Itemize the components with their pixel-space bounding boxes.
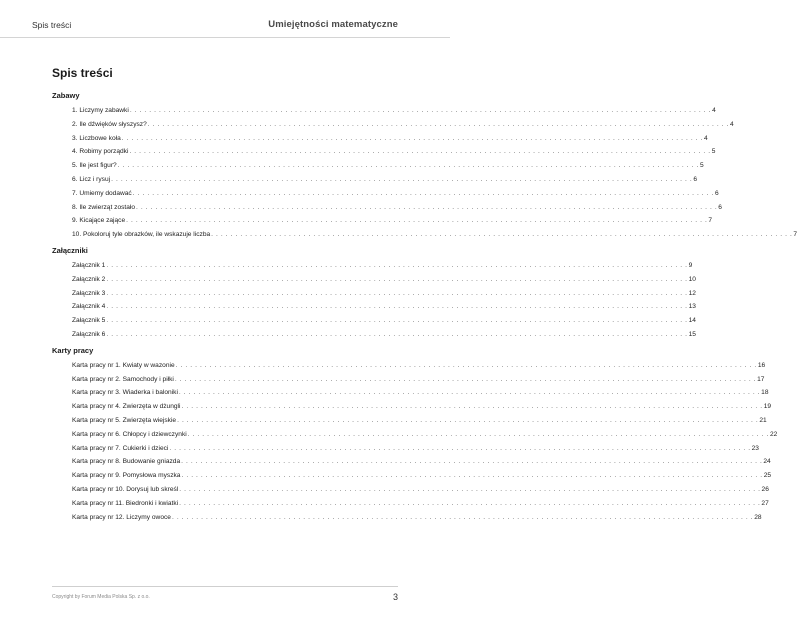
toc-entry-label: 8. Ile zwierząt zostało	[72, 203, 136, 211]
toc-entry-label: Załącznik 4	[72, 303, 106, 311]
toc-entry-page: 10	[688, 275, 696, 283]
toc-entry[interactable]	[52, 314, 696, 328]
toc-entry-page: 23	[751, 444, 759, 452]
toc-entry[interactable]	[52, 483, 769, 497]
toc-entry-label: 2. Ile dźwięków słyszysz?	[72, 120, 147, 128]
toc-entry-page: 5	[699, 162, 704, 170]
toc-entry-label: 9. Kicające zające	[72, 217, 126, 225]
toc-entry[interactable]	[52, 273, 696, 287]
toc-content	[52, 66, 797, 527]
toc-entry-page: 4	[704, 134, 708, 142]
toc-entry[interactable]	[52, 359, 766, 373]
toc-dot-leader: . . . . . . . . . . . . . . . . . . . . . . . . . . . . . . . . . . . . . . . . . . . . . . . . . . . . . . . . . . . . . . . . . . . . . . . . . . . . . . . . . . . . . . . . . . . . . . . . . . . . . . . . . . . . . . . . . . . . . . . .	[177, 416, 759, 424]
toc-section-heading: Załączniki	[52, 245, 88, 255]
toc-entry-label: Karta pracy nr 8. Budowanie gniazda	[72, 458, 181, 466]
toc-entry-page: 19	[763, 403, 772, 411]
toc-dot-leader: . . . . . . . . . . . . . . . . . . . . . . . . . . . . . . . . . . . . . . . . . . . . . . . . . . . . . . . . . . . . . . . . . . . . . . . . . . . . . . . . . . . . . . . . . . . . . . . . . . . . . . . . . . . . . . . . . . . . . . . .	[106, 317, 688, 325]
toc-entry-label: 10. Pokoloruj tyle obrazków, ile wskazuje liczba	[72, 231, 211, 239]
toc-entry-page: 22	[769, 430, 778, 438]
toc-entry[interactable]	[52, 497, 769, 511]
toc-dot-leader: . . . . . . . . . . . . . . . . . . . . . . . . . . . . . . . . . . . . . . . . . . . . . . . . . . . . . . . . . . . . . . . . . . . . . . . . . . . . . . . . . . . . . . . . . . . . . . . . . . . . . . . . . . . . . . . . . . . . . . . .	[129, 107, 712, 114]
toc-entry-page: 6	[718, 203, 722, 211]
toc-entry[interactable]	[52, 201, 722, 215]
toc-entry[interactable]	[52, 132, 708, 146]
toc-entry-label: Karta pracy nr 3. Wiaderka i baloniki	[72, 389, 178, 397]
toc-entry[interactable]	[52, 187, 719, 201]
toc-section-heading: Karty pracy	[52, 345, 94, 355]
toc-entry-page: 17	[757, 375, 765, 383]
toc-dot-leader: . . . . . . . . . . . . . . . . . . . . . . . . . . . . . . . . . . . . . . . . . . . . . . . . . . . . . . . . . . . . . . . . . . . . . . . . . . . . . . . . . . . . . . . . . . . . . . . . . . . . . . . . . . . . . . . . . . . . . . . .	[106, 261, 688, 269]
toc-entry-label: Karta pracy nr 9. Pomysłowa myszka	[72, 472, 181, 480]
page-header	[0, 0, 450, 38]
toc-entry-page: 15	[688, 330, 696, 338]
toc-entry[interactable]	[52, 455, 771, 469]
toc-entry-page: 24	[763, 458, 771, 466]
toc-entry-page: 14	[688, 317, 696, 325]
toc-dot-leader: . . . . . . . . . . . . . . . . . . . . . . . . . . . . . . . . . . . . . . . . . . . . . . . . . . . . . . . . . . . . . . . . . . . . . . . . . . . . . . . . . . . . . . . . . . . . . . . . . . . . . . . . . . . . . . . . . . . . . . . .	[181, 458, 763, 466]
toc-entry-page: 7	[793, 231, 797, 239]
toc-entry-page: 4	[712, 107, 716, 114]
toc-dot-leader: . . . . . . . . . . . . . . . . . . . . . . . . . . . . . . . . . . . . . . . . . . . . . . . . . . . . . . . . . . . . . . . . . . . . . . . . . . . . . . . . . . . . . . . . . . . . . . . . . . . . . . . . . . . . . . . . . . . . . . . .	[129, 148, 711, 156]
toc-entry-label: Karta pracy nr 10. Dorysuj lub skreśl	[72, 485, 179, 493]
toc-entry-page: 26	[761, 485, 769, 493]
toc-dot-leader: . . . . . . . . . . . . . . . . . . . . . . . . . . . . . . . . . . . . . . . . . . . . . . . . . . . . . . . . . . . . . . . . . . . . . . . . . . . . . . . . . . . . . . . . . . . . . . . . . . . . . . . . . . . . . . . . . . . . . . . .	[147, 120, 730, 128]
toc-entry-label: Karta pracy nr 11. Biedronki i kwiatki	[72, 499, 179, 507]
footer-page-number: 3	[392, 592, 398, 602]
toc-entry[interactable]	[52, 173, 698, 187]
toc-entry[interactable]	[52, 118, 734, 132]
toc-entry-label: Karta pracy nr 4. Zwierzęta w dżungli	[72, 403, 181, 411]
toc-entry-page: 12	[688, 289, 696, 297]
toc-dot-leader: . . . . . . . . . . . . . . . . . . . . . . . . . . . . . . . . . . . . . . . . . . . . . . . . . . . . . . . . . . . . . . . . . . . . . . . . . . . . . . . . . . . . . . . . . . . . . . . . . . . . . . . . . . . . . . . . . . . . . . . .	[178, 389, 761, 397]
toc-dot-leader: . . . . . . . . . . . . . . . . . . . . . . . . . . . . . . . . . . . . . . . . . . . . . . . . . . . . . . . . . . . . . . . . . . . . . . . . . . . . . . . . . . . . . . . . . . . . . . . . . . . . . . . . . . . . . . . . . . . . . . . .	[132, 189, 714, 197]
toc-dot-leader: . . . . . . . . . . . . . . . . . . . . . . . . . . . . . . . . . . . . . . . . . . . . . . . . . . . . . . . . . . . . . . . . . . . . . . . . . . . . . . . . . . . . . . . . . . . . . . . . . . . . . . . . . . . . . . . . . . . . . . . .	[106, 303, 688, 311]
toc-entry-page: 27	[761, 499, 769, 507]
toc-entry-page: 6	[693, 175, 698, 183]
footer-copyright: Copyright by Forum Media Polska Sp. z o.o.	[52, 594, 150, 600]
toc-dot-leader: . . . . . . . . . . . . . . . . . . . . . . . . . . . . . . . . . . . . . . . . . . . . . . . . . . . . . . . . . . . . . . . . . . . . . . . . . . . . . . . . . . . . . . . . . . . . . . . . . . . . . . . . . . . . . . . . . . . . . . . .	[121, 134, 703, 142]
toc-entry[interactable]	[52, 287, 696, 301]
toc-entry-page: 21	[759, 416, 767, 424]
toc-entry-label: 3. Liczbowe koła	[72, 134, 121, 142]
toc-entry-page: 13	[688, 303, 696, 311]
toc-entry-page: 18	[761, 389, 769, 397]
toc-dot-leader: . . . . . . . . . . . . . . . . . . . . . . . . . . . . . . . . . . . . . . . . . . . . . . . . . . . . . . . . . . . . . . . . . . . . . . . . . . . . . . . . . . . . . . . . . . . . . . . . . . . . . . . . . . . . . . . . . . . . . . . .	[175, 361, 757, 369]
header-book-title: Umiejętności matematyczne	[268, 19, 398, 30]
toc-entry-label: Karta pracy nr 1. Kwiaty w wazonie	[72, 361, 175, 369]
toc-entry-label: Załącznik 5	[72, 317, 106, 325]
toc-entry[interactable]	[52, 469, 772, 483]
toc-entry-label: Karta pracy nr 7. Cukierki i dzieci	[72, 444, 169, 452]
toc-sections	[52, 90, 797, 524]
toc-entry[interactable]	[52, 428, 778, 442]
toc-entry-label: Karta pracy nr 6. Chłopcy i dziewczynki	[72, 430, 187, 438]
toc-entry-label: Załącznik 2	[72, 275, 106, 283]
toc-entry-label: Karta pracy nr 12. Liczymy owoce	[72, 513, 171, 521]
toc-entry[interactable]	[52, 400, 772, 414]
toc-dot-leader: . . . . . . . . . . . . . . . . . . . . . . . . . . . . . . . . . . . . . . . . . . . . . . . . . . . . . . . . . . . . . . . . . . . . . . . . . . . . . . . . . . . . . . . . . . . . . . . . . . . . . . . . . . . . . . . . . . . . . . . .	[174, 375, 757, 383]
toc-entry[interactable]	[52, 214, 713, 228]
page-footer	[52, 586, 398, 614]
toc-dot-leader: . . . . . . . . . . . . . . . . . . . . . . . . . . . . . . . . . . . . . . . . . . . . . . . . . . . . . . . . . . . . . . . . . . . . . . . . . . . . . . . . . . . . . . . . . . . . . . . . . . . . . . . . . . . . . . . . . . . . . . . .	[179, 499, 761, 507]
toc-dot-leader: . . . . . . . . . . . . . . . . . . . . . . . . . . . . . . . . . . . . . . . . . . . . . . . . . . . . . . . . . . . . . . . . . . . . . . . . . . . . . . . . . . . . . . . . . . . . . . . . . . . . . . . . . . . . . . . . . . . . . . . .	[111, 175, 693, 183]
toc-entry-page: 28	[754, 513, 762, 521]
toc-entry-label: Załącznik 6	[72, 330, 106, 338]
toc-dot-leader: . . . . . . . . . . . . . . . . . . . . . . . . . . . . . . . . . . . . . . . . . . . . . . . . . . . . . . . . . . . . . . . . . . . . . . . . . . . . . . . . . . . . . . . . . . . . . . . . . . . . . . . . . . . . . . . . . . . . . . . .	[106, 289, 688, 297]
toc-dot-leader: . . . . . . . . . . . . . . . . . . . . . . . . . . . . . . . . . . . . . . . . . . . . . . . . . . . . . . . . . . . . . . . . . . . . . . . . . . . . . . . . . . . . . . . . . . . . . . . . . . . . . . . . . . . . . . . . . . . . . . . .	[126, 217, 708, 225]
header-section-title: Spis treści	[32, 20, 72, 30]
toc-entry[interactable]	[52, 259, 693, 273]
toc-dot-leader: . . . . . . . . . . . . . . . . . . . . . . . . . . . . . . . . . . . . . . . . . . . . . . . . . . . . . . . . . . . . . . . . . . . . . . . . . . . . . . . . . . . . . . . . . . . . . . . . . . . . . . . . . . . . . . . . . . . . . . . .	[179, 485, 761, 493]
toc-entry[interactable]	[52, 328, 696, 342]
toc-entry[interactable]	[52, 386, 769, 400]
toc-entry-page: 4	[730, 120, 734, 128]
toc-section-heading: Zabawy	[52, 91, 80, 100]
toc-dot-leader: . . . . . . . . . . . . . . . . . . . . . . . . . . . . . . . . . . . . . . . . . . . . . . . . . . . . . . . . . . . . . . . . . . . . . . . . . . . . . . . . . . . . . . . . . . . . . . . . . . . . . . . . . . . . . . . . . . . . . . . .	[117, 162, 699, 170]
toc-section	[52, 245, 696, 342]
toc-entry-label: 7. Umiemy dodawać	[72, 189, 132, 197]
toc-entry[interactable]	[52, 228, 797, 242]
toc-dot-leader: . . . . . . . . . . . . . . . . . . . . . . . . . . . . . . . . . . . . . . . . . . . . . . . . . . . . . . . . . . . . . . . . . . . . . . . . . . . . . . . . . . . . . . . . . . . . . . . . . . . . . . . . . . . . . . . . . . . . . . . .	[106, 275, 688, 283]
toc-entry-label: 1. Liczymy zabawki	[72, 107, 129, 114]
toc-entry-label: Karta pracy nr 2. Samochody i piłki	[72, 375, 174, 383]
toc-entry[interactable]	[52, 414, 767, 428]
toc-entry[interactable]	[52, 145, 716, 159]
toc-entry-page: 7	[708, 217, 713, 225]
toc-entry-label: 5. Ile jest figur?	[72, 162, 117, 170]
toc-entry-label: 4. Robimy porządki	[72, 148, 129, 156]
toc-entry-label: Karta pracy nr 5. Zwierzęta wiejskie	[72, 416, 177, 424]
toc-entry-page: 25	[763, 472, 772, 480]
toc-entry[interactable]	[52, 104, 716, 118]
toc-entry[interactable]	[52, 159, 704, 173]
toc-entry-page: 5	[711, 148, 716, 156]
toc-entry-label: Załącznik 3	[72, 289, 106, 297]
toc-entry-label: 6. Licz i rysuj	[72, 175, 111, 183]
toc-dot-leader: . . . . . . . . . . . . . . . . . . . . . . . . . . . . . . . . . . . . . . . . . . . . . . . . . . . . . . . . . . . . . . . . . . . . . . . . . . . . . . . . . . . . . . . . . . . . . . . . . . . . . . . . . . . . . . . . . . . . . . . .	[106, 330, 688, 338]
toc-section	[52, 90, 797, 242]
toc-dot-leader: . . . . . . . . . . . . . . . . . . . . . . . . . . . . . . . . . . . . . . . . . . . . . . . . . . . . . . . . . . . . . . . . . . . . . . . . . . . . . . . . . . . . . . . . . . . . . . . . . . . . . . . . . . . . . . . . . . . . . . . .	[171, 513, 754, 521]
toc-section	[52, 345, 778, 525]
toc-entry-page: 9	[688, 261, 693, 269]
toc-entry-page: 16	[757, 361, 766, 369]
toc-entry[interactable]	[52, 511, 762, 525]
toc-title: Spis treści	[52, 66, 113, 80]
toc-entry-page: 6	[714, 189, 719, 197]
toc-entry[interactable]	[52, 373, 765, 387]
toc-entry[interactable]	[52, 442, 759, 456]
toc-entry[interactable]	[52, 300, 696, 314]
toc-dot-leader: . . . . . . . . . . . . . . . . . . . . . . . . . . . . . . . . . . . . . . . . . . . . . . . . . . . . . . . . . . . . . . . . . . . . . . . . . . . . . . . . . . . . . . . . . . . . . . . . . . . . . . . . . . . . . . . . . . . . . . . .	[181, 403, 763, 411]
toc-entry-label: Załącznik 1	[72, 261, 106, 269]
toc-dot-leader: . . . . . . . . . . . . . . . . . . . . . . . . . . . . . . . . . . . . . . . . . . . . . . . . . . . . . . . . . . . . . . . . . . . . . . . . . . . . . . . . . . . . . . . . . . . . . . . . . . . . . . . . . . . . . . . . . . . . . . . .	[187, 430, 769, 438]
toc-dot-leader: . . . . . . . . . . . . . . . . . . . . . . . . . . . . . . . . . . . . . . . . . . . . . . . . . . . . . . . . . . . . . . . . . . . . . . . . . . . . . . . . . . . . . . . . . . . . . . . . . . . . . . . . . . . . . . . . . . . . . . . .	[211, 231, 793, 239]
toc-dot-leader: . . . . . . . . . . . . . . . . . . . . . . . . . . . . . . . . . . . . . . . . . . . . . . . . . . . . . . . . . . . . . . . . . . . . . . . . . . . . . . . . . . . . . . . . . . . . . . . . . . . . . . . . . . . . . . . . . . . . . . . .	[136, 203, 718, 211]
toc-dot-leader: . . . . . . . . . . . . . . . . . . . . . . . . . . . . . . . . . . . . . . . . . . . . . . . . . . . . . . . . . . . . . . . . . . . . . . . . . . . . . . . . . . . . . . . . . . . . . . . . . . . . . . . . . . . . . . . . . . . . . . . .	[181, 472, 763, 480]
toc-dot-leader: . . . . . . . . . . . . . . . . . . . . . . . . . . . . . . . . . . . . . . . . . . . . . . . . . . . . . . . . . . . . . . . . . . . . . . . . . . . . . . . . . . . . . . . . . . . . . . . . . . . . . . . . . . . . . . . . . . . . . . . .	[169, 444, 751, 452]
